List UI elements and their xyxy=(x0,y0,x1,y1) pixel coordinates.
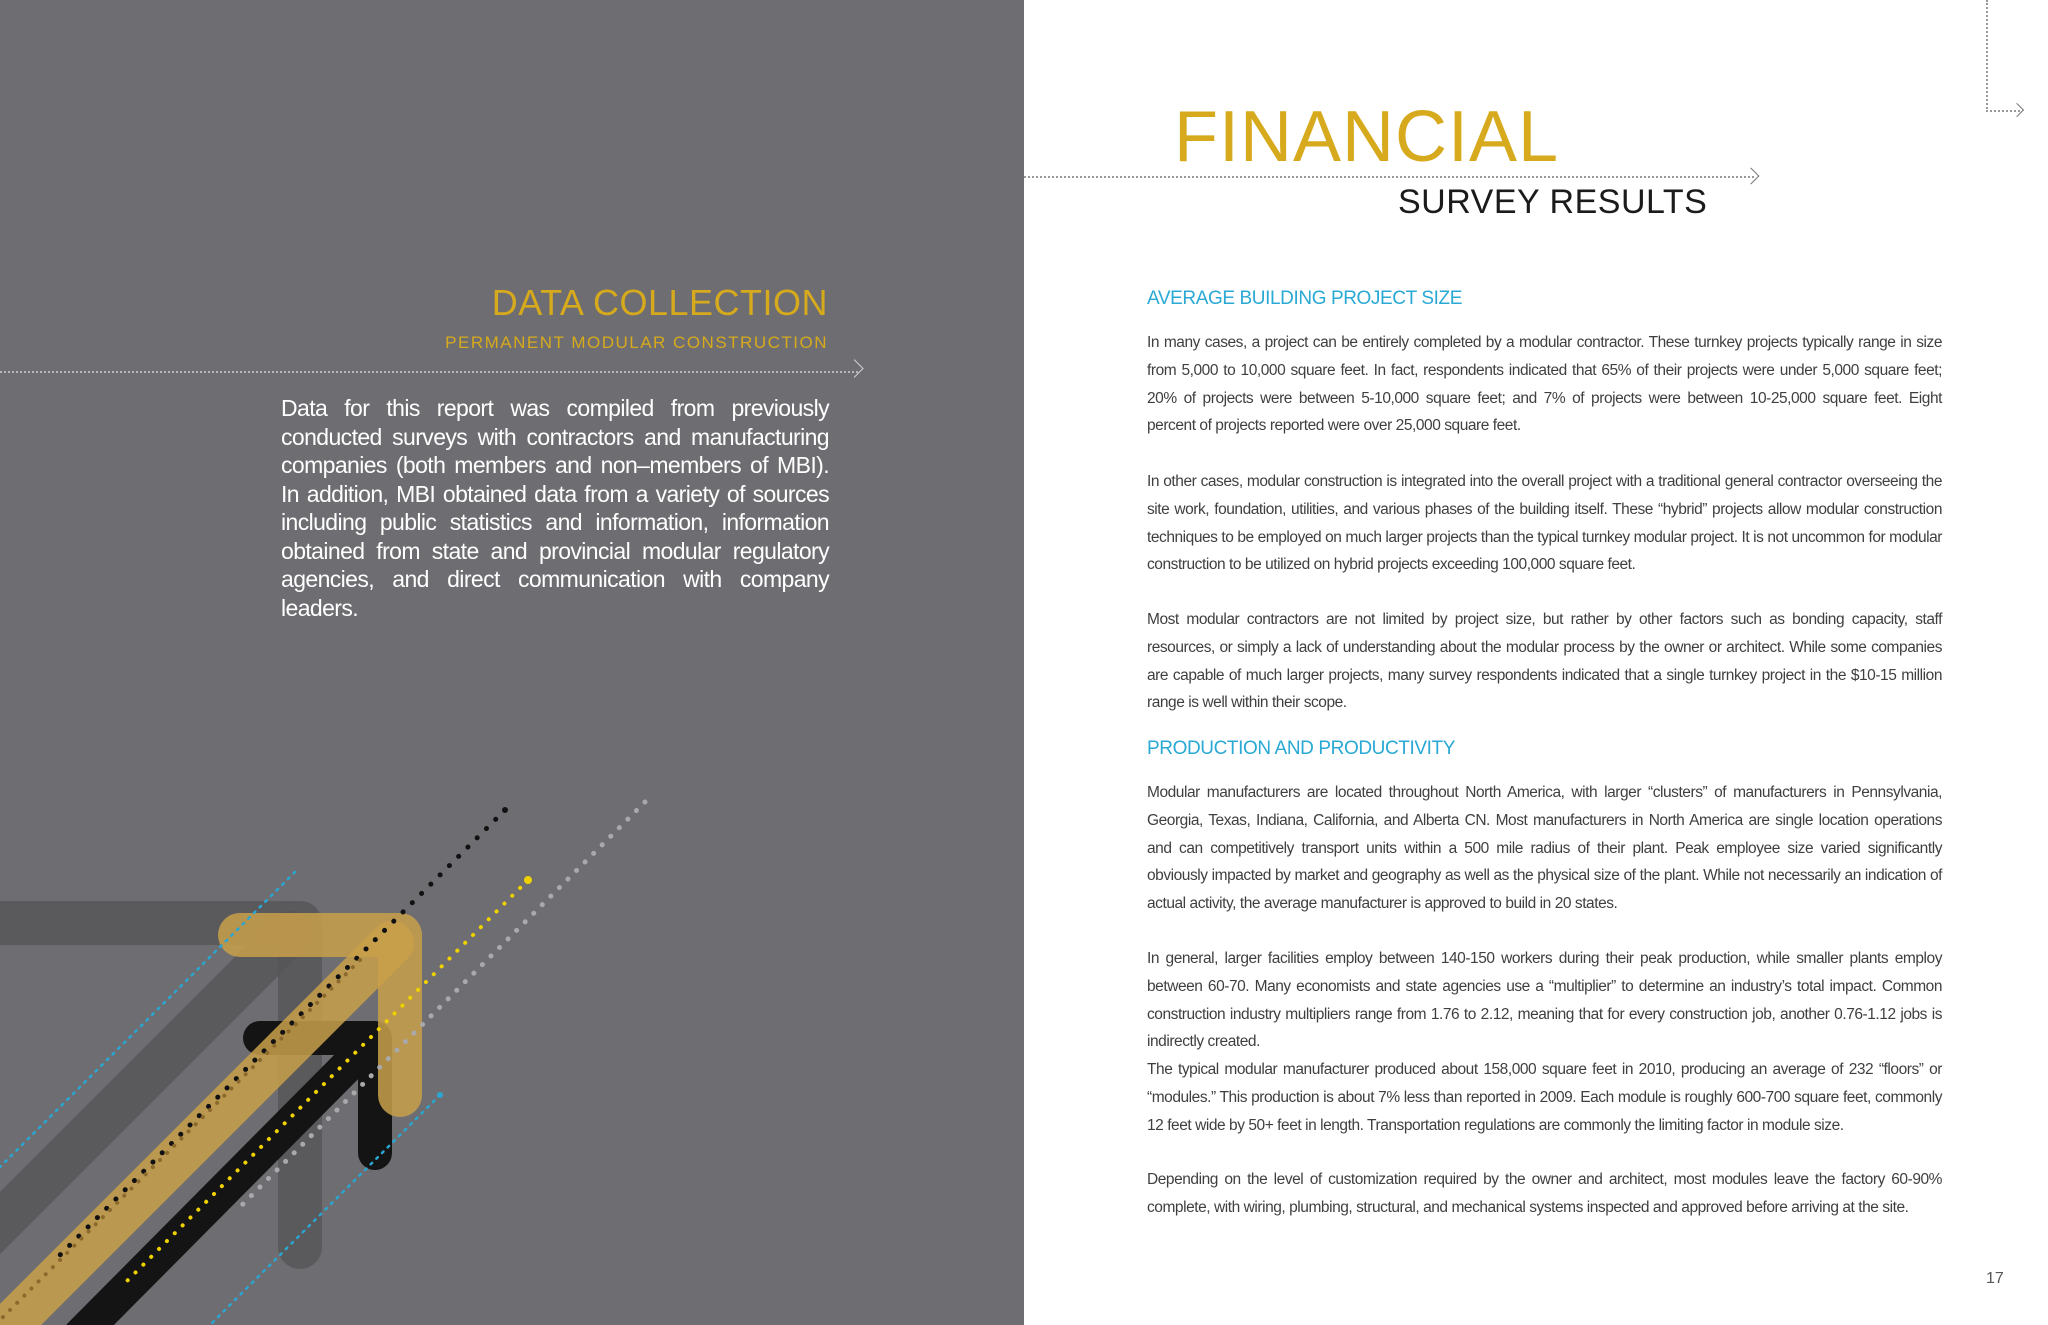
page-number: 17 xyxy=(1986,1270,2004,1287)
dotted-rule xyxy=(0,371,858,373)
paragraph: In general, larger facilities employ between 140-150 workers during their peak production, while smaller plants employ between 60-70. Many economists and state agencies use a “multiplier” to determine an industry’s total impact. Common construction industry multipliers range from 1.76 to 2.12, meaning that for every construction job, another 0.76-1.12 jobs is indirectly created. xyxy=(1147,950,1942,1051)
arrowhead-icon xyxy=(845,359,863,377)
data-collection-subheading: PERMANENT MODULAR CONSTRUCTION xyxy=(445,333,828,352)
paragraph: The typical modular manufacturer produced about 158,000 square feet in 2010, producing an average of 232 “floors” or “modules.” This production is about 7% less than reported in 2009. Each module is roughly 600-700 square feet, commonly 12 feet wide by 50+ feet in length. Transportation regulations are commonly the limiting factor in module size. xyxy=(1147,1061,1942,1134)
corner-dotted-line xyxy=(1986,0,1988,112)
paragraph: In many cases, a project can be entirely completed by a modular contractor. These turnkey projects typically range in size from 5,000 to 10,000 square feet. In fact, respondents indicated that 65% of their projects were under 5,000 square feet; 20% of projects were between 5-10,000 square feet; and 7% of projects were between 10-25,000 square feet. Eight percent of projects reported were over 25,000 square feet. xyxy=(1147,334,1942,435)
arrowhead-icon xyxy=(1743,168,1760,185)
page-title: FINANCIAL xyxy=(1174,97,1560,177)
right-page xyxy=(1024,0,2048,1325)
data-collection-body: Data for this report was compiled from previously conducted surveys with contractors and manufacturing companies (both members and non–members of MBI). In addition, MBI obtained data from a variety of sources including public statistics and information, information obtained from state and provincial modular regulatory agencies, and direct communication with company leaders. xyxy=(281,395,829,621)
section-heading: PRODUCTION AND PRODUCTIVITY xyxy=(1147,738,1455,759)
section-heading: AVERAGE BUILDING PROJECT SIZE xyxy=(1147,288,1462,309)
paragraph: Most modular contractors are not limited by project size, but rather by other factors such as bonding capacity, staff resources, or simply a lack of understanding about the modular process by the owner or architect. While some companies are capable of much larger projects, many survey respondents indicated that a single turnkey project in the $10-15 million range is well within their scope. xyxy=(1147,611,1942,712)
paragraph: Depending on the level of customization required by the owner and architect, most modules leave the factory 60-90% complete, with wiring, plumbing, structural, and mechanical systems inspected and approved before arriving at the site. xyxy=(1147,1171,1942,1216)
page-subtitle: SURVEY RESULTS xyxy=(1398,183,1708,221)
paragraph: In other cases, modular construction is integrated into the overall project with a traditional general contractor overseeing the site work, foundation, utilities, and various phases of the building itself. These “hybrid” projects allow modular construction techniques to be employed on much larger projects than the typical turnkey modular project. It is not uncommon for modular construction to be utilized on hybrid projects exceeding 100,000 square feet. xyxy=(1147,473,1942,574)
paragraph: Modular manufacturers are located throughout North America, with larger “clusters” of manufacturers in Pennsylvania, Georgia, Texas, Indiana, California, and Alberta CN. Most manufacturers in North America are single location operations and can competitively transport units within a 500 mile radius of their plant. Peak employee size varied significantly obviously impacted by market and geography as well as the physical size of the plant. While not necessarily an indication of actual activity, the average manufacturer is approved to build in 20 states. xyxy=(1147,784,1942,913)
data-collection-heading: DATA COLLECTION xyxy=(491,282,828,323)
arrowhead-icon xyxy=(2010,103,2024,117)
dotted-rule xyxy=(1024,176,1754,178)
upward-arrows-graphic xyxy=(0,760,700,1325)
